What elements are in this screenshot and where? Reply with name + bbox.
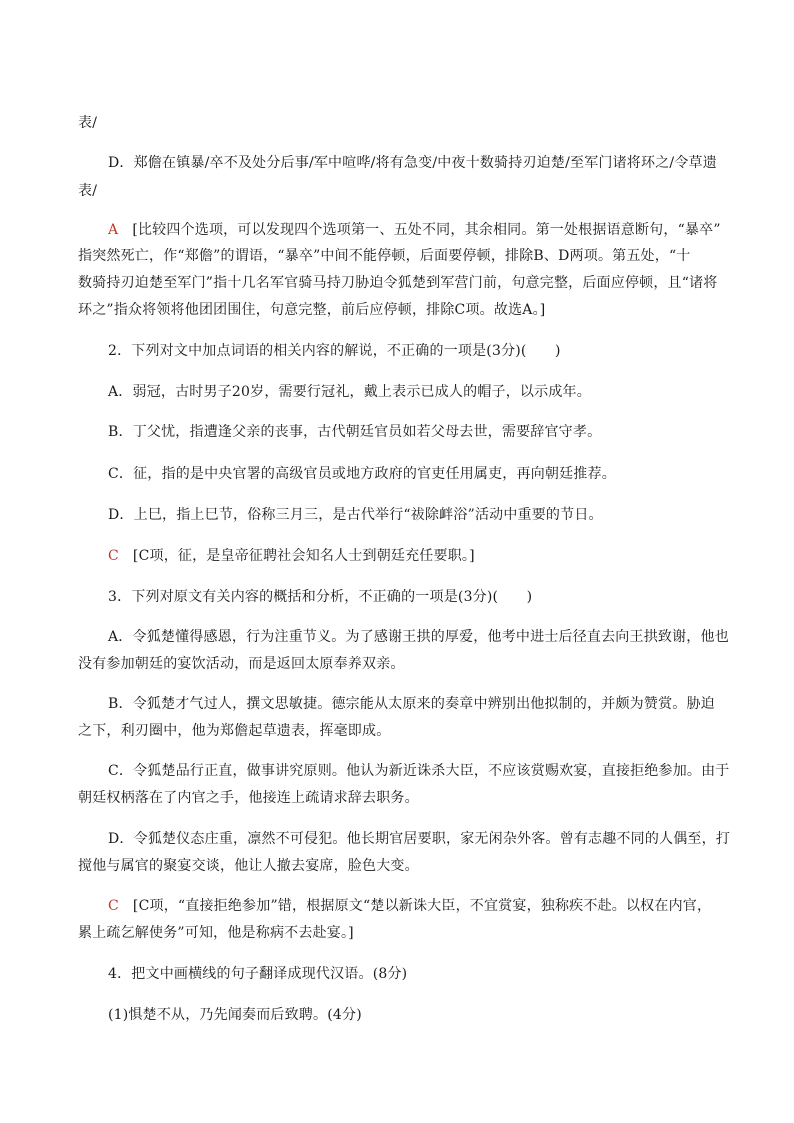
answer-1-line-4: 环之”指众将领将他团团围住，句意完整，前后应停顿，排除C项。故选A。] — [78, 302, 546, 318]
question-4: 4．把文中画横线的句子翻译成现代汉语。(8分) — [108, 966, 408, 982]
answer-letter: C — [108, 898, 119, 914]
explanation-text: [C项，征，是皇帝征聘社会知名人士到朝廷充任要职。] — [132, 548, 475, 564]
explanation-text: [比较四个选项，可以发现四个选项第一、五处不同，其余相同。第一处根据语意断句，“暴卒” — [132, 222, 721, 238]
question-3-option-c-line-2: 朝廷权柄落在了内官之手，他接连上疏请求辞去职务。 — [78, 790, 419, 806]
question-2: 2．下列对文中加点词语的相关内容的解说，不正确的一项是(3分)( ) — [108, 343, 561, 359]
question-3: 3．下列对原文有关内容的概括和分析，不正确的一项是(3分)( ) — [108, 589, 533, 605]
option-d-line-1: D．郑儋在镇暴/卒不及处分后事/军中喧哗/将有急变/中夜十数骑持刃迫楚/至军门诸将环之/令草遗 — [108, 155, 717, 171]
question-3-option-c-line-1: C．令狐楚品行正直，做事讲究原则。他认为新近诛杀大臣，不应该赏赐欢宴，直接拒绝参加。由于 — [108, 763, 730, 779]
question-3-option-d-line-2: 搅他与属官的聚宴交谈，他让人撤去宴席，脸色大变。 — [78, 858, 419, 874]
answer-1-line-1 — [108, 220, 748, 240]
answer-3-line-2: 累上疏乞解使务”可知，他是称病不去赴宴。] — [78, 925, 354, 941]
question-2-option-d: D．上巳，指上巳节，俗称三月三，是古代举行“祓除衅浴”活动中重要的节日。 — [108, 507, 603, 523]
text-line: 表/ — [78, 115, 98, 131]
answer-letter: A — [108, 222, 119, 238]
question-2-option-b: B．丁父忧，指遭逢父亲的丧事，古代朝廷官员如若父母去世，需要辞官守孝。 — [108, 424, 602, 440]
question-3-option-b-line-1: B．令狐楚才气过人，撰文思敏捷。德宗能从太原来的奏章中辨别出他拟制的，并颇为赞赏。胁迫 — [108, 696, 715, 712]
option-d-line-2: 表/ — [78, 183, 98, 199]
question-2-option-c: C．征，指的是中央官署的高级官员或地方政府的官吏任用属吏，再向朝廷推荐。 — [108, 466, 616, 482]
answer-1-line-2: 指突然死亡，作“郑儋”的谓语，“暴卒”中间不能停顿，后面要停顿，排除B、D两项。第五处，“十 — [78, 248, 691, 264]
question-3-option-a-line-2: 没有参加朝廷的宴饮活动，而是返回太原奉养双亲。 — [78, 656, 405, 672]
answer-3-line-1 — [108, 896, 748, 916]
answer-2 — [108, 546, 748, 566]
question-3-option-b-line-2: 之下，利刃圈中，他为郑儋起草遗表，挥毫即成。 — [78, 723, 391, 739]
answer-1-line-3: 数骑持刃迫楚至军门”指十几名军官骑马持刀胁迫令狐楚到军营门前，句意完整，后面应停顿，且“诸将 — [78, 275, 718, 291]
explanation-text: [C项，“直接拒绝参加”错，根据原文“楚以新诛大臣，不宜赏宴，独称疾不赴。以权在内官， — [132, 898, 712, 914]
question-3-option-a-line-1: A．令狐楚懂得感恩，行为注重节义。为了感谢王拱的厚爱，他考中进士后径直去向王拱致谢，他也 — [108, 629, 729, 645]
question-3-option-d-line-1: D．令狐楚仪态庄重，凛然不可侵犯。他长期官居要职，家无闲杂外客。曾有志趣不同的人偶至，打 — [108, 831, 731, 847]
question-2-option-a: A．弱冠，古时男子20岁，需要行冠礼，戴上表示已成人的帽子，以示成年。 — [108, 384, 591, 400]
answer-letter: C — [108, 548, 119, 564]
question-4-subitem-1: (1)惧楚不从，乃先闻奏而后致聘。(4分) — [108, 1007, 362, 1023]
